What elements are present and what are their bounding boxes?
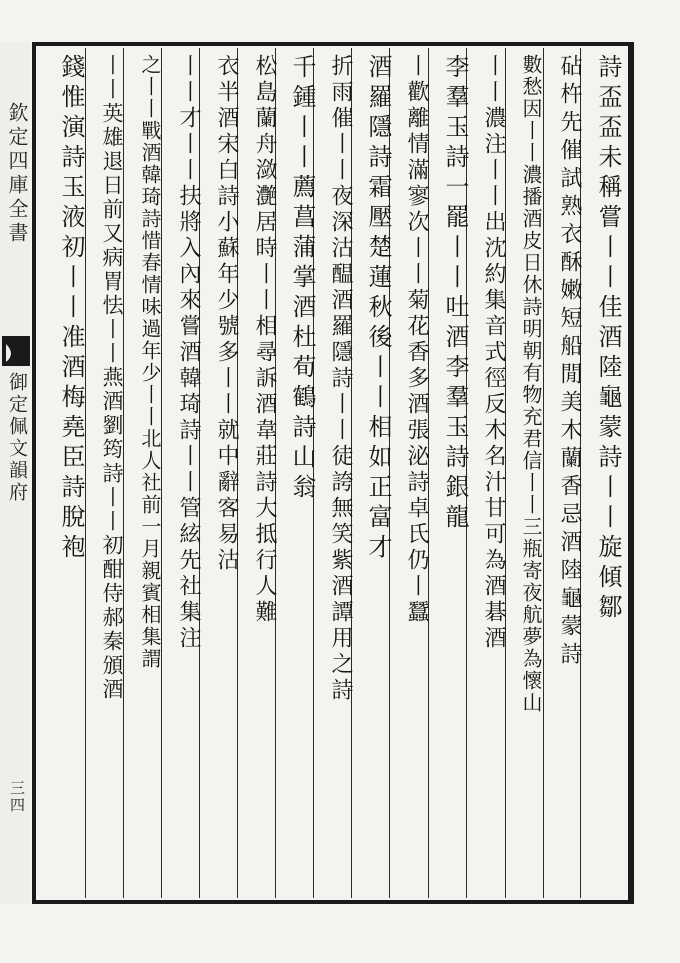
text-column: 數愁因丨丨濃播酒皮日休詩明朝有物充君信丨丨三瓶寄夜航夢為懷山	[519, 54, 543, 714]
spine-book-title: 御定佩文韻府	[6, 372, 28, 504]
text-column: 錢惟演詩玉液初丨丨准酒梅堯臣詩脫袍	[57, 54, 85, 564]
text-column: 砧杵先催試熟衣酥嫩短船閒美木蘭香忌酒陸龜蒙詩	[557, 54, 582, 670]
text-column	[40, 54, 41, 896]
text-column: 松島蘭舟潋灔居時丨丨相尋訴酒韋莊詩大抵行人難	[252, 54, 277, 626]
text-column: 丨丨英雄退日前又病胃怯丨丨燕酒劉筠詩丨丨初酣侍郝秦頒酒	[100, 54, 124, 702]
text-column: 李羣玉詩一罷丨丨吐酒李羣玉詩銀龍	[441, 54, 469, 534]
page-number: 三四	[8, 780, 26, 814]
text-column: 千鍾丨丨薦菖蒲掌酒杜荀鶴詩山翁	[288, 54, 316, 504]
text-column: 之丨丨戰酒韓琦詩惜春情味過年少丨丨北人社前一月親賓相集謂	[138, 54, 162, 670]
text-column: 折雨催丨丨夜深沽醖酒羅隱詩丨丨徒誇無笑紫酒譚用之詩	[328, 54, 353, 704]
text-column: 丨丨濃注丨丨出沈約集音式徑反木名汁甘可為酒碁酒	[481, 54, 506, 652]
text-column: 丨丨才丨丨扶將入內來嘗酒韓琦詩丨丨管絃先社集注	[176, 54, 201, 652]
spine-title: 欽定四庫全書	[5, 102, 29, 246]
text-column: 衣半酒宋白詩小蘇年少號多丨丨就中辭客易沽	[214, 54, 239, 574]
text-column: 詩盃盃未稱嘗丨丨佳酒陸龜蒙詩丨丨旋傾鄒	[594, 54, 622, 624]
right-border	[628, 42, 634, 904]
text-column: 丨歡離情滿寥次丨丨菊花香多酒張泌詩卓氏仍丨蠶	[404, 54, 429, 626]
text-column: 酒羅隱詩霜壓楚蓮秋後丨丨相如正富才	[364, 54, 392, 564]
